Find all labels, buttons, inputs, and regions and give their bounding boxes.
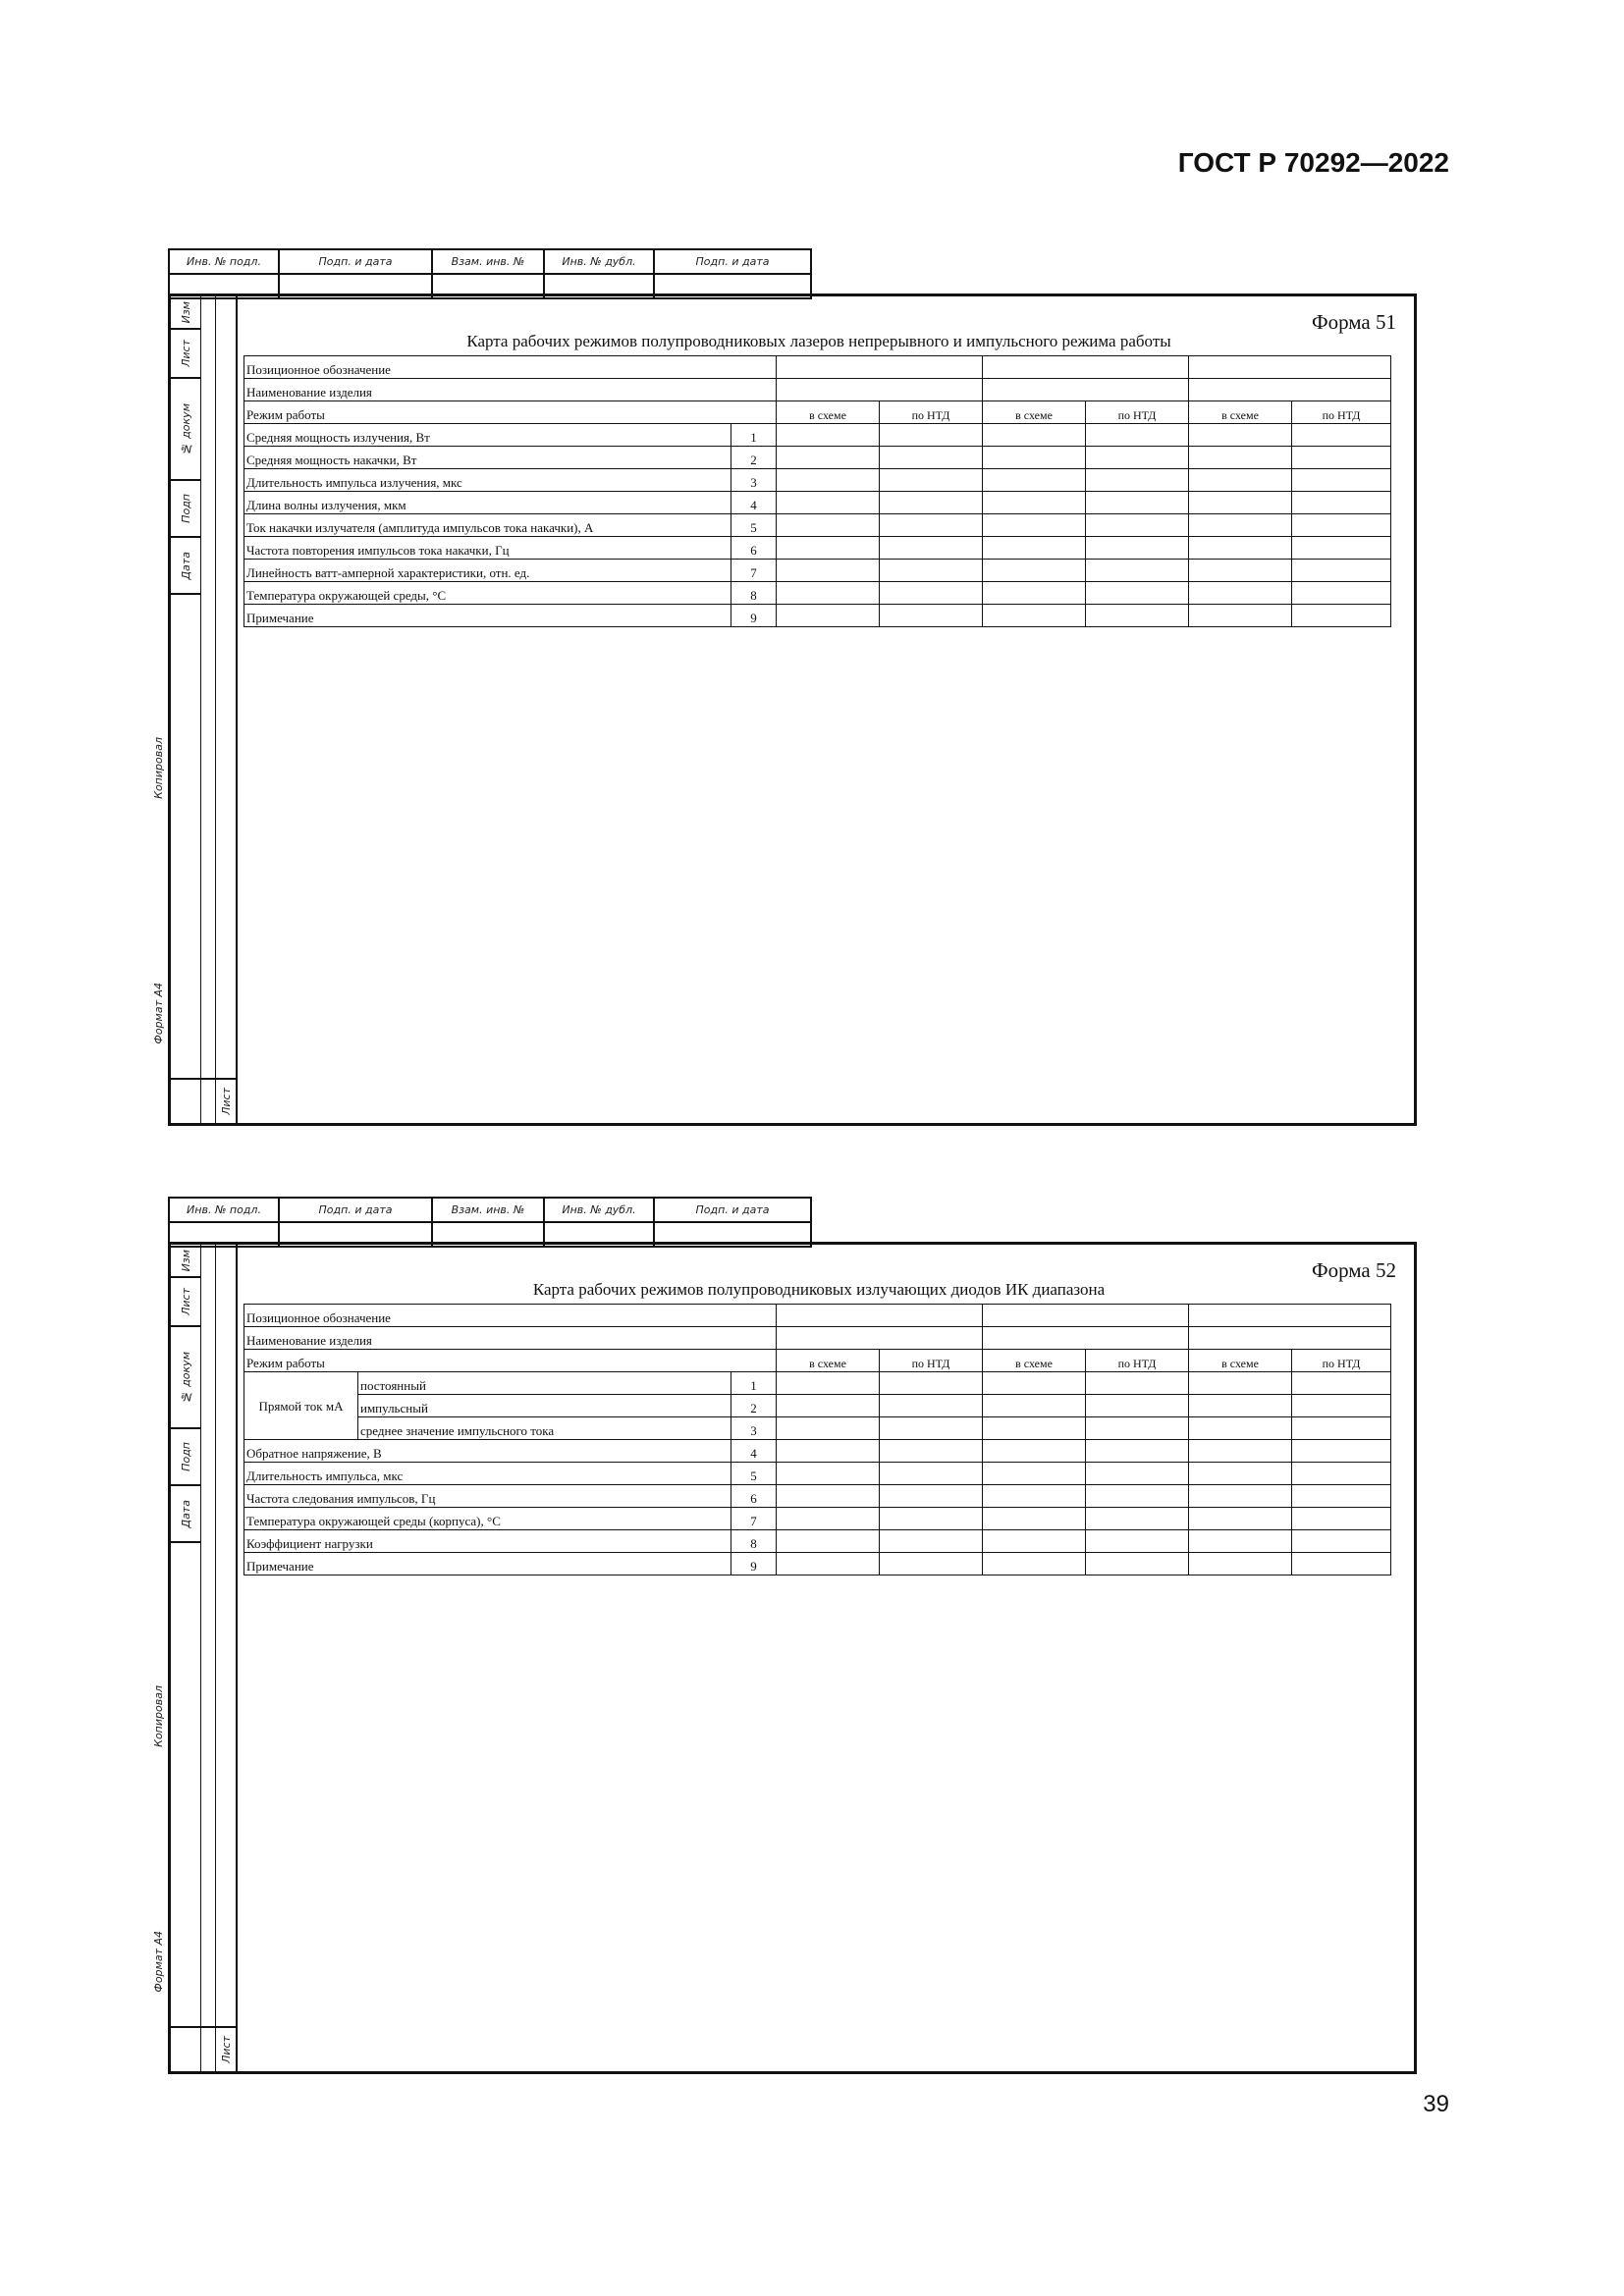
table-row	[244, 1463, 1391, 1485]
table-row	[244, 447, 1391, 469]
form-frame	[151, 1242, 1417, 2074]
table-row	[244, 605, 1391, 627]
value-cell	[1086, 582, 1189, 605]
table-row	[244, 1553, 1391, 1575]
stamp-label-replace-inv: Взам. инв. №	[432, 249, 544, 274]
value-cell	[1189, 560, 1292, 582]
value-cell	[1292, 537, 1391, 560]
strip-label-doc-number: № докум	[179, 1351, 192, 1404]
value-cell	[983, 582, 1086, 605]
value-cell	[1189, 537, 1292, 560]
param-name: Средняя мощность накачки, Вт	[244, 447, 731, 469]
strip-label-change: Изм	[179, 1249, 192, 1272]
row-number: 7	[731, 560, 777, 582]
table-cell	[1189, 379, 1391, 401]
value-cell	[777, 1440, 880, 1463]
value-cell	[1189, 1508, 1292, 1530]
table-cell	[983, 356, 1189, 379]
value-cell	[880, 1553, 983, 1575]
strip-label-doc-number: № докум	[179, 402, 192, 455]
strip-label-sheet-bottom: Лист	[219, 1088, 233, 1115]
value-cell	[1086, 514, 1189, 537]
param-name: Частота следования импульсов, Гц	[244, 1485, 731, 1508]
form-label: Форма 51	[1312, 310, 1396, 334]
col-header-by-ntd: по НТД	[1292, 401, 1391, 424]
table-row	[244, 1440, 1391, 1463]
value-cell	[983, 1440, 1086, 1463]
value-cell	[1086, 1463, 1189, 1485]
value-cell	[983, 1417, 1086, 1440]
value-cell	[777, 560, 880, 582]
value-cell	[1292, 1485, 1391, 1508]
table-row	[244, 560, 1391, 582]
col-header-in-scheme: в схеме	[983, 1350, 1086, 1372]
table-row	[244, 1485, 1391, 1508]
value-cell	[1189, 1417, 1292, 1440]
row-number: 3	[731, 469, 777, 492]
col-header-by-ntd: по НТД	[1292, 1350, 1391, 1372]
value-cell	[1189, 1530, 1292, 1553]
mode-label: Режим работы	[244, 1350, 777, 1372]
col-header-by-ntd: по НТД	[1086, 401, 1189, 424]
side-label-copied: Копировал	[151, 1684, 165, 1747]
value-cell	[777, 1372, 880, 1395]
value-cell	[983, 1485, 1086, 1508]
param-name: Обратное напряжение, В	[244, 1440, 731, 1463]
row-number: 1	[731, 424, 777, 447]
value-cell	[983, 605, 1086, 627]
table-cell	[1189, 1305, 1391, 1327]
stamp-label-inv-dup: Инв. № дубл.	[544, 249, 654, 274]
value-cell	[880, 582, 983, 605]
row-number: 7	[731, 1508, 777, 1530]
stamp-label-sign-date-2: Подп. и дата	[654, 1198, 811, 1222]
value-cell	[1292, 605, 1391, 627]
param-name: среднее значение импульсного тока	[358, 1417, 731, 1440]
value-cell	[983, 492, 1086, 514]
side-label-format: Формат А4	[151, 1930, 165, 1993]
row-number: 3	[731, 1417, 777, 1440]
value-cell	[880, 447, 983, 469]
col-header-by-ntd: по НТД	[880, 401, 983, 424]
value-cell	[1086, 537, 1189, 560]
value-cell	[777, 1463, 880, 1485]
col-header-in-scheme: в схеме	[1189, 401, 1292, 424]
value-cell	[983, 514, 1086, 537]
value-cell	[1086, 1417, 1189, 1440]
product-label: Наименование изделия	[244, 379, 777, 401]
table-cell	[777, 379, 983, 401]
value-cell	[1292, 582, 1391, 605]
value-cell	[1189, 514, 1292, 537]
value-cell	[1292, 1372, 1391, 1395]
value-cell	[777, 1508, 880, 1530]
value-cell	[1292, 514, 1391, 537]
value-cell	[777, 1485, 880, 1508]
value-cell	[1189, 447, 1292, 469]
value-cell	[777, 1553, 880, 1575]
value-cell	[1292, 1463, 1391, 1485]
param-name: Длина волны излучения, мкм	[244, 492, 731, 514]
value-cell	[1292, 469, 1391, 492]
value-cell	[777, 1395, 880, 1417]
table-cell	[983, 1327, 1189, 1350]
value-cell	[1189, 424, 1292, 447]
value-cell	[777, 469, 880, 492]
col-header-in-scheme: в схеме	[777, 1350, 880, 1372]
table-row	[244, 1372, 1391, 1395]
value-cell	[880, 1395, 983, 1417]
value-cell	[1189, 582, 1292, 605]
value-cell	[880, 1440, 983, 1463]
value-cell	[777, 424, 880, 447]
value-cell	[1292, 1395, 1391, 1417]
value-cell	[1292, 560, 1391, 582]
form-title: Карта рабочих режимов полупроводниковых излучающих диодов ИК диапазона	[532, 1280, 1106, 1299]
position-label: Позиционное обозначение	[244, 356, 777, 379]
position-label: Позиционное обозначение	[244, 1305, 777, 1327]
param-name: Примечание	[244, 1553, 731, 1575]
row-number: 6	[731, 537, 777, 560]
value-cell	[880, 514, 983, 537]
value-cell	[777, 514, 880, 537]
value-cell	[880, 1485, 983, 1508]
form-52	[151, 1197, 1415, 2080]
strip-label-signature: Подп	[179, 1442, 192, 1471]
param-name: Коэффициент нагрузки	[244, 1530, 731, 1553]
param-name: Ток накачки излучателя (амплитуда импульсов тока накачки), А	[244, 514, 731, 537]
table-row	[244, 424, 1391, 447]
side-label-format: Формат А4	[151, 982, 165, 1044]
col-header-in-scheme: в схеме	[983, 401, 1086, 424]
table-cell	[983, 1305, 1189, 1327]
param-name: Длительность импульса излучения, мкс	[244, 469, 731, 492]
value-cell	[1292, 1530, 1391, 1553]
value-cell	[983, 424, 1086, 447]
table-row	[244, 492, 1391, 514]
param-name: постоянный	[358, 1372, 731, 1395]
form-51	[151, 248, 1415, 1132]
table-row	[244, 469, 1391, 492]
value-cell	[1086, 1508, 1189, 1530]
table-row	[244, 1417, 1391, 1440]
value-cell	[1189, 1463, 1292, 1485]
param-name: импульсный	[358, 1395, 731, 1417]
value-cell	[983, 537, 1086, 560]
col-header-by-ntd: по НТД	[880, 1350, 983, 1372]
value-cell	[880, 469, 983, 492]
strip-label-sheet-bottom: Лист	[219, 2036, 233, 2063]
stamp-label-sign-date: Подп. и дата	[279, 1198, 432, 1222]
value-cell	[880, 560, 983, 582]
col-header-by-ntd: по НТД	[1086, 1350, 1189, 1372]
approval-stamp	[168, 248, 812, 299]
table-row	[244, 1395, 1391, 1417]
value-cell	[880, 492, 983, 514]
param-name: Примечание	[244, 605, 731, 627]
table-cell	[983, 379, 1189, 401]
value-cell	[1189, 1395, 1292, 1417]
value-cell	[777, 492, 880, 514]
revision-strip	[171, 1245, 238, 2071]
value-cell	[1189, 1440, 1292, 1463]
value-cell	[880, 1372, 983, 1395]
value-cell	[1189, 1485, 1292, 1508]
row-number: 4	[731, 1440, 777, 1463]
row-number: 1	[731, 1372, 777, 1395]
value-cell	[777, 447, 880, 469]
value-cell	[1086, 1530, 1189, 1553]
table-row	[244, 1508, 1391, 1530]
form-frame	[151, 294, 1417, 1126]
value-cell	[1086, 1440, 1189, 1463]
value-cell	[1189, 605, 1292, 627]
group-label: Прямой ток мА	[244, 1372, 358, 1440]
value-cell	[1292, 1553, 1391, 1575]
value-cell	[1292, 1417, 1391, 1440]
col-header-in-scheme: в схеме	[777, 401, 880, 424]
revision-strip	[171, 296, 238, 1123]
row-number: 5	[731, 1463, 777, 1485]
modes-table	[244, 355, 1391, 627]
row-number: 9	[731, 605, 777, 627]
value-cell	[880, 1530, 983, 1553]
value-cell	[983, 1463, 1086, 1485]
stamp-label-replace-inv: Взам. инв. №	[432, 1198, 544, 1222]
table-cell	[1189, 356, 1391, 379]
value-cell	[1086, 492, 1189, 514]
table-row	[244, 1530, 1391, 1553]
value-cell	[1086, 1553, 1189, 1575]
param-name: Температура окружающей среды, °С	[244, 582, 731, 605]
strip-label-date: Дата	[179, 551, 192, 580]
param-name: Длительность импульса, мкс	[244, 1463, 731, 1485]
table-cell	[777, 1305, 983, 1327]
strip-label-date: Дата	[179, 1499, 192, 1528]
value-cell	[777, 537, 880, 560]
form-title: Карта рабочих режимов полупроводниковых лазеров непрерывного и импульсного режима работы	[466, 332, 1171, 350]
row-number: 9	[731, 1553, 777, 1575]
param-name: Средняя мощность излучения, Вт	[244, 424, 731, 447]
row-number: 8	[731, 582, 777, 605]
value-cell	[983, 560, 1086, 582]
value-cell	[880, 537, 983, 560]
param-name: Частота повторения импульсов тока накачки, Гц	[244, 537, 731, 560]
form-label: Форма 52	[1312, 1258, 1396, 1282]
value-cell	[1292, 424, 1391, 447]
strip-label-change: Изм	[179, 300, 192, 324]
value-cell	[983, 447, 1086, 469]
value-cell	[983, 1508, 1086, 1530]
mode-label: Режим работы	[244, 401, 777, 424]
row-number: 4	[731, 492, 777, 514]
value-cell	[880, 1508, 983, 1530]
approval-stamp	[168, 1197, 812, 1248]
strip-label-signature: Подп	[179, 494, 192, 523]
value-cell	[1292, 492, 1391, 514]
value-cell	[1189, 469, 1292, 492]
value-cell	[983, 469, 1086, 492]
value-cell	[880, 1417, 983, 1440]
value-cell	[1086, 1372, 1189, 1395]
value-cell	[983, 1530, 1086, 1553]
param-name: Температура окружающей среды (корпуса), °С	[244, 1508, 731, 1530]
value-cell	[1086, 447, 1189, 469]
value-cell	[880, 1463, 983, 1485]
stamp-label-sign-date-2: Подп. и дата	[654, 249, 811, 274]
side-label-copied: Копировал	[151, 736, 165, 799]
row-number: 5	[731, 514, 777, 537]
value-cell	[1189, 1553, 1292, 1575]
row-number: 2	[731, 447, 777, 469]
product-label: Наименование изделия	[244, 1327, 777, 1350]
table-row	[244, 514, 1391, 537]
value-cell	[1086, 1395, 1189, 1417]
value-cell	[983, 1553, 1086, 1575]
value-cell	[1189, 1372, 1292, 1395]
value-cell	[1189, 492, 1292, 514]
value-cell	[1292, 1508, 1391, 1530]
value-cell	[777, 605, 880, 627]
value-cell	[983, 1372, 1086, 1395]
table-cell	[1189, 1327, 1391, 1350]
modes-table	[244, 1304, 1391, 1575]
value-cell	[777, 1530, 880, 1553]
value-cell	[777, 582, 880, 605]
stamp-label-inv-orig: Инв. № подл.	[169, 249, 279, 274]
strip-label-sheet: Лист	[179, 1288, 192, 1315]
stamp-label-inv-orig: Инв. № подл.	[169, 1198, 279, 1222]
page-number: 39	[1423, 2091, 1449, 2117]
value-cell	[1086, 424, 1189, 447]
value-cell	[1086, 560, 1189, 582]
value-cell	[1086, 469, 1189, 492]
row-number: 6	[731, 1485, 777, 1508]
value-cell	[880, 605, 983, 627]
table-row	[244, 537, 1391, 560]
value-cell	[1292, 1440, 1391, 1463]
value-cell	[777, 1417, 880, 1440]
param-name: Линейность ватт-амперной характеристики, отн. ед.	[244, 560, 731, 582]
value-cell	[1292, 447, 1391, 469]
document-number: ГОСТ Р 70292—2022	[1177, 147, 1449, 178]
value-cell	[1086, 605, 1189, 627]
table-cell	[777, 356, 983, 379]
strip-label-sheet: Лист	[179, 340, 192, 367]
stamp-label-sign-date: Подп. и дата	[279, 249, 432, 274]
col-header-in-scheme: в схеме	[1189, 1350, 1292, 1372]
row-number: 8	[731, 1530, 777, 1553]
value-cell	[983, 1395, 1086, 1417]
row-number: 2	[731, 1395, 777, 1417]
value-cell	[1086, 1485, 1189, 1508]
table-cell	[777, 1327, 983, 1350]
table-row	[244, 582, 1391, 605]
stamp-label-inv-dup: Инв. № дубл.	[544, 1198, 654, 1222]
value-cell	[880, 424, 983, 447]
